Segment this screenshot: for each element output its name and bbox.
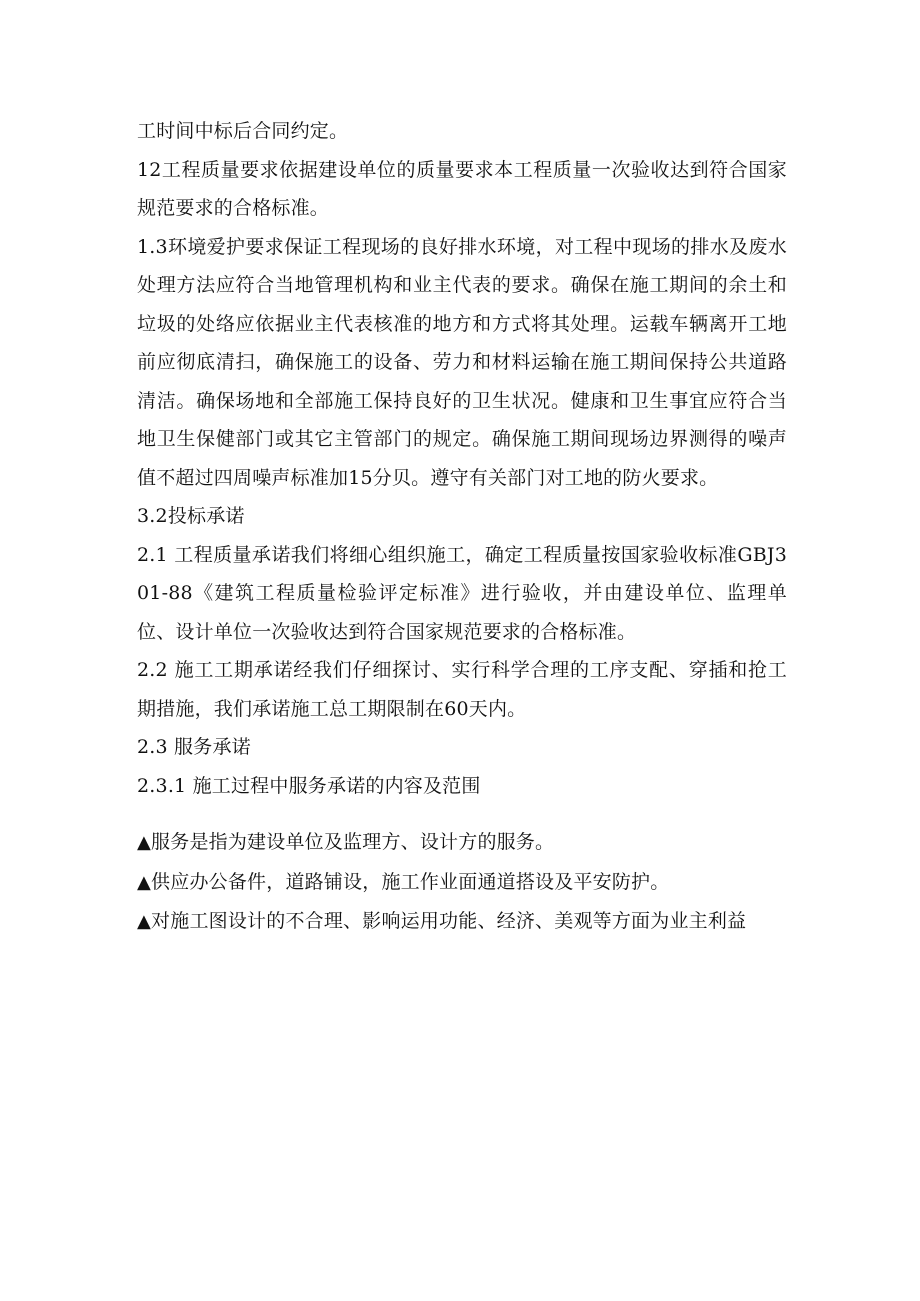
paragraph-quality-requirement: 12工程质量要求依据建设单位的质量要求本工程质量一次验收达到符合国家规范要求的合格标准。 — [137, 158, 787, 219]
triangle-bullet-icon: ▲ — [137, 871, 152, 893]
triangle-bullet-icon: ▲ — [137, 911, 152, 932]
heading-service-scope: 2.3.1 施工过程中服务承诺的内容及范围 — [137, 774, 481, 797]
triangle-bullet-icon: ▲ — [137, 832, 152, 853]
bullet-item — [137, 823, 787, 863]
paragraph-schedule-commitment: 2.2 施工工期承诺经我们仔细探讨、实行科学合理的工序支配、穿插和抢工期措施，我们承诺施工总工期限制在60天内。 — [137, 659, 787, 720]
bullet-item — [137, 863, 787, 903]
paragraph-environment-requirement: 1.3环境爱护要求保证工程现场的良好排水环境，对工程中现场的排水及废水处理方法应符合当地管理机构和业主代表的要求。确保在施工期间的余土和垃圾的处络应依据业主代表核准的地方和方式将其处理。运载车辆离开工地前应彻底清扫，确保施工的设备、劳力和材料运输在施工期间保持公共道路清洁。确保场地和全部施工保持良好的卫生状况。健康和卫生事宜应符合当地卫生保健部门或其它主管部门的规定。确保施工期间现场边界测得的噪声值不超过四周噪声标准加15分贝。遵守有关部门对工地的防火要求。 — [137, 235, 787, 489]
paragraph-contract-time: 工时间中标后合同约定。 — [137, 120, 349, 142]
bullet-text: 供应办公备件，道路铺设，施工作业面通道搭设及平安防护。 — [151, 870, 670, 893]
bullet-text: 对施工图设计的不合理、影响运用功能、经济、美观等方面为业主利益 — [151, 910, 747, 932]
paragraph-quality-commitment: 2.1 工程质量承诺我们将细心组织施工，确定工程质量按国家验收标准GBJ301-88《建筑工程质量检验评定标准》进行验收，并由建设单位、监理单位、设计单位一次验收达到符合国家规范要求的合格标准。 — [137, 543, 787, 643]
bullet-item — [137, 902, 787, 942]
heading-service-commitment: 2.3 服务承诺 — [137, 736, 251, 758]
bullet-text: 服务是指为建设单位及监理方、设计方的服务。 — [151, 831, 555, 853]
heading-bid-commitment: 3.2投标承诺 — [137, 505, 245, 527]
section-spacer — [137, 805, 787, 823]
document-body — [137, 112, 787, 942]
